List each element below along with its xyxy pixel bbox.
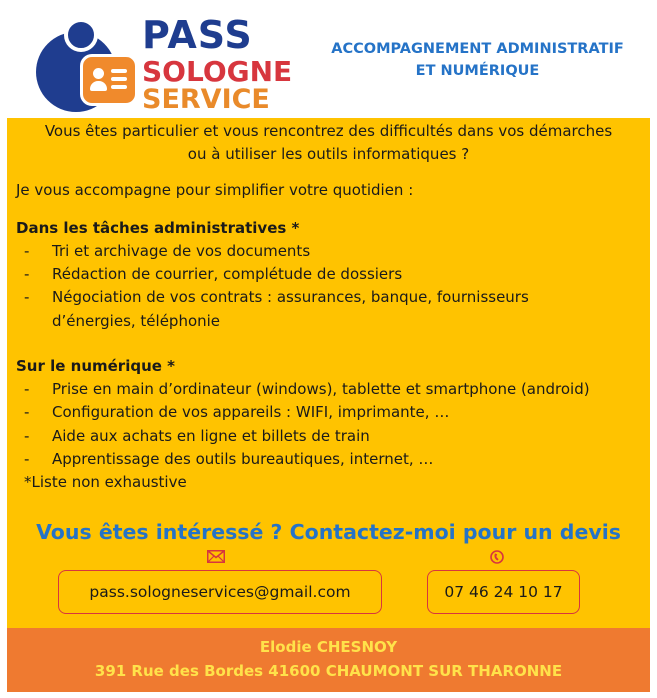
list-item: [24, 425, 644, 449]
list-item-text: Aide aux achats en ligne et billets de train: [52, 427, 370, 445]
logo: [36, 14, 296, 114]
intro-line-1: Vous êtes particulier et vous rencontrez des difficultés dans vos démarches: [44, 122, 613, 140]
tagline-line-1: ACCOMPAGNEMENT ADMINISTRATIF: [331, 41, 624, 57]
tagline: [310, 38, 645, 82]
list-item: [24, 401, 644, 425]
phone-icon: [490, 550, 504, 564]
header: [0, 0, 657, 118]
list-item: [24, 378, 644, 402]
list-item-text: Rédaction de courrier, complétude de dossiers: [52, 265, 403, 283]
list-dash: -: [24, 450, 30, 468]
list-dash: -: [24, 403, 30, 421]
intro-question: [7, 120, 650, 166]
list-dash: -: [24, 265, 30, 283]
logo-word-sologne: SOLOGNE: [142, 55, 293, 88]
contact-name: Elodie CHESNOY: [259, 638, 398, 656]
list-item: [24, 448, 644, 472]
envelope-icon: [207, 550, 225, 563]
list-item-text-continued: d’énergies, téléphonie: [52, 311, 221, 330]
list-dash: -: [24, 380, 30, 398]
digital-section-title: Sur le numérique *: [16, 357, 175, 375]
intro-accompany: Je vous accompagne pour simplifier votre quotidien :: [16, 181, 414, 199]
services-panel: [7, 118, 650, 628]
list-item-text: Apprentissage des outils bureautiques, internet, …: [52, 450, 434, 468]
phone-contact-box[interactable]: 07 46 24 10 17: [427, 570, 580, 614]
list-dash: -: [24, 288, 30, 306]
call-to-action: Vous êtes intéressé ? Contactez-moi pour un devis: [36, 520, 621, 544]
intro-line-2: ou à utiliser les outils informatiques ?: [187, 145, 470, 163]
list-item-text: Configuration de vos appareils : WIFI, imprimante, …: [52, 403, 450, 421]
contact-address: 391 Rue des Bordes 41600 CHAUMONT SUR THARONNE: [94, 662, 563, 680]
list-dash: -: [24, 427, 30, 445]
list-item-text: Tri et archivage de vos documents: [52, 242, 311, 260]
tagline-line-2: ET NUMÉRIQUE: [415, 63, 540, 79]
logo-person-head: [64, 18, 98, 52]
list-item: [24, 240, 644, 264]
admin-section-title: Dans les tâches administratives *: [16, 219, 300, 237]
logo-word-service: SERVICE: [142, 84, 270, 115]
logo-word-pass: PASS: [142, 13, 253, 57]
footer: [7, 628, 650, 692]
email-contact-box[interactable]: pass.sologneservices@gmail.com: [58, 570, 382, 614]
id-card-icon: [80, 54, 138, 106]
list-item: [24, 286, 644, 334]
list-dash: -: [24, 242, 30, 260]
list-item: [24, 263, 644, 287]
list-note: *Liste non exhaustive: [24, 473, 187, 491]
list-item-text: Négociation de vos contrats : assurances, banque, fournisseurs: [52, 288, 529, 306]
list-item-text: Prise en main d’ordinateur (windows), tablette et smartphone (android): [52, 380, 590, 398]
